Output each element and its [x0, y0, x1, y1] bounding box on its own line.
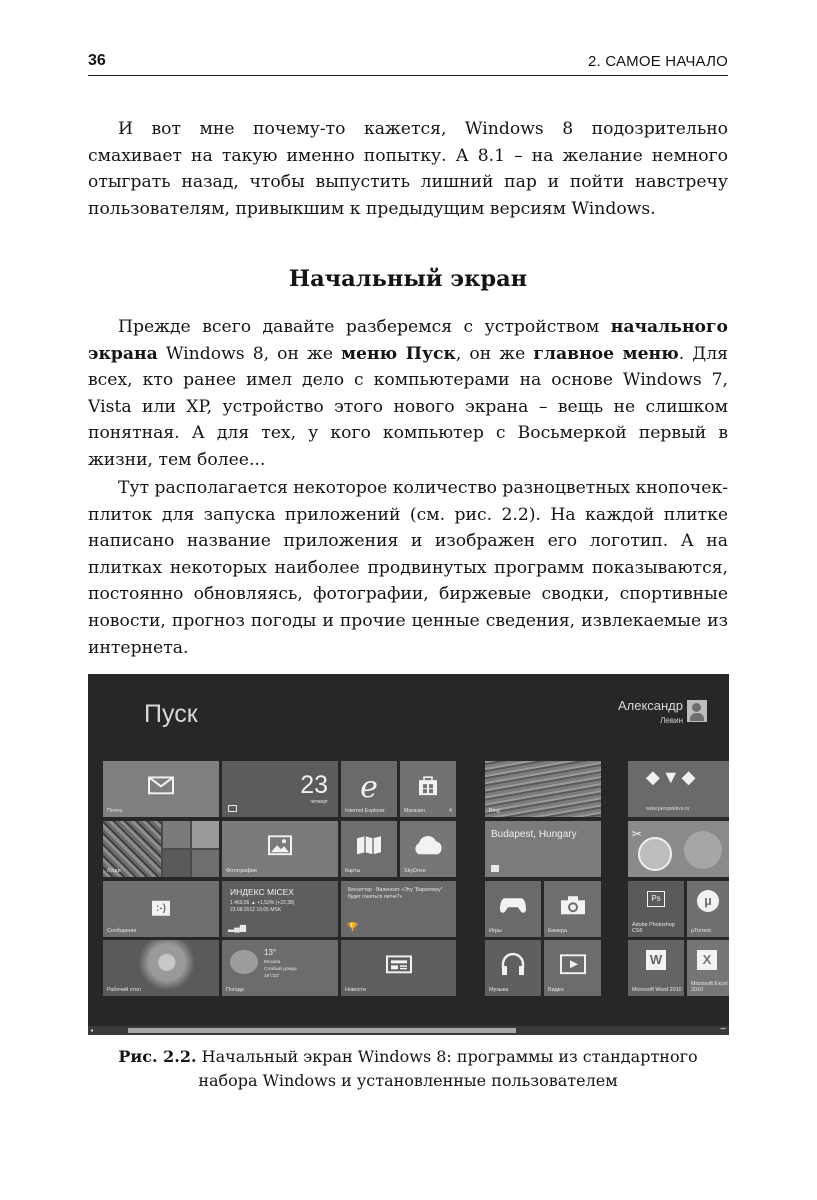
tile-skydrive[interactable]: SkyDrive — [400, 821, 456, 877]
tile-internet-explorer[interactable]: e Internet Explorer — [341, 761, 397, 817]
store-icon — [400, 774, 456, 801]
messaging-icon: :-) — [103, 901, 219, 916]
paragraph-tiles: Тут располагается некоторое количество разноцветных кнопочек-плиток для запуска приложений (см. рис. 2.2). На каждой плитке написано название приложения и изображен его логотип. А на плитках некоторых наиболее продвинутых программ показываются, постоянно обновляясь, фотографии, биржевые сводки, спортивные новости, прогноз погоды и прочие ценные сведения, извлекаемые из интернета. — [88, 478, 728, 658]
tile-photos[interactable]: Фотографии — [222, 821, 338, 877]
mail-icon — [103, 776, 219, 799]
tile-photoshop[interactable]: Ps Adobe Photoshop CS6 — [628, 881, 684, 937]
tile-news[interactable]: Новости — [341, 940, 456, 996]
suitcase-icon — [491, 865, 499, 872]
gamepad-icon — [485, 895, 541, 920]
calendar-icon — [228, 805, 237, 812]
tile-utorrent[interactable]: µ µTorrent — [687, 881, 729, 937]
tile-messaging[interactable]: :-) Сообщения — [103, 881, 219, 937]
game-character-icon — [638, 837, 672, 871]
start-screen-screenshot — [88, 674, 729, 1035]
paragraph-start-screen: Прежде всего давайте разберемся с устройством начального экрана Windows 8, он же меню Пуск, он же главное меню. Для всех, кто ранее имел дело с компьютерами на основе Windows 7, Vista или XP, устройство этого нового экрана – вещь не слишком понятная. А для тех, у кого компьютер с Восьмеркой первый в жизни, тем более... — [88, 317, 729, 470]
tile-people[interactable]: Люди — [103, 821, 219, 877]
tile-store[interactable]: Магазин 4 — [400, 761, 456, 817]
chart-icon: ▂▄▆ — [228, 923, 246, 932]
tile-games[interactable]: Игры — [485, 881, 541, 937]
people-photo — [192, 821, 219, 848]
headphones-icon — [485, 952, 541, 981]
running-head: 2. САМОЕ НАЧАЛО — [587, 53, 728, 70]
tile-excel[interactable]: X Microsoft Excel 2010 — [687, 940, 729, 996]
tile-word[interactable]: W Microsoft Word 2010 — [628, 940, 684, 996]
photoshop-icon: Ps — [647, 891, 665, 907]
tile-sport[interactable]: Бессеттер - Валенсия: «Эту “Барселону” будет гоняться легче?» 🏆 — [341, 881, 456, 937]
tile-finance[interactable]: ИНДЕКС MICEX 1 469,56 ▲ +1,53% (+22,38) 23.08.2012 16:05 MSK ▂▄▆ — [222, 881, 338, 937]
tile-bing[interactable]: Bing — [485, 761, 601, 817]
user-avatar[interactable] — [687, 700, 707, 722]
tile-music[interactable]: Музыка — [485, 940, 541, 996]
tile-mail[interactable]: Почта — [103, 761, 219, 817]
maps-icon — [341, 835, 397, 860]
tile-camera[interactable]: Камера — [544, 881, 601, 937]
section-heading: Начальный экран — [288, 266, 528, 292]
page-number: 36 — [88, 52, 106, 69]
excel-icon: X — [697, 950, 717, 970]
video-icon — [544, 954, 601, 979]
tile-travel[interactable]: Budapest, Hungary — [485, 821, 601, 877]
intro-paragraph: И вот мне почему-то кажется, Windows 8 подозрительно смахивает на такую именно попытку. А 8.1 – на желание немного отыграть назад, чтобы выпустить лишний пар и пойти навстречу пользователям, привыкшим к предыдущим версиям Windows. — [88, 119, 728, 219]
start-title: Пуск — [144, 700, 198, 728]
tile-desktop[interactable]: Рабочий стол — [103, 940, 219, 996]
people-photo — [163, 850, 190, 877]
word-icon: W — [646, 950, 666, 970]
tile-calendar[interactable]: 23 четверг — [222, 761, 338, 817]
page-header — [88, 48, 728, 76]
utorrent-icon: µ — [697, 890, 719, 912]
people-photo — [163, 821, 190, 848]
scroll-left-arrow-icon[interactable]: ◂ — [90, 1028, 94, 1034]
tile-maps[interactable]: Карты — [341, 821, 397, 877]
zoom-out-icon[interactable]: − — [720, 1024, 726, 1035]
people-photo — [192, 850, 219, 877]
tile-cut-the-rope[interactable] — [628, 821, 729, 877]
tile-weather[interactable]: 13° Москва Слабый дождь 19°/10° Погода — [222, 940, 338, 996]
scrollbar-thumb[interactable] — [128, 1028, 516, 1033]
user-name[interactable]: Александр — [617, 698, 683, 713]
trophy-icon: 🏆 — [347, 922, 359, 932]
cloud-icon — [400, 835, 456, 860]
scissors-icon: ✂ — [632, 827, 643, 841]
news-icon — [341, 955, 456, 978]
website-logo-icon: ◆▼◆ — [646, 767, 698, 787]
camera-icon — [544, 895, 601, 920]
internet-explorer-icon: e — [360, 769, 378, 805]
tile-website[interactable]: ◆▼◆ www.perspektiva.ru — [628, 761, 729, 817]
photos-icon — [222, 835, 338, 860]
weather-cloud-icon — [230, 950, 258, 974]
user-surname: Левин — [660, 716, 683, 725]
tile-video[interactable]: Видео — [544, 940, 601, 996]
figure-caption: Рис. 2.2. Начальный экран Windows 8: программы из стандартного набора Windows и установленные пользователем — [118, 1047, 698, 1090]
game-candy-icon — [684, 831, 722, 869]
